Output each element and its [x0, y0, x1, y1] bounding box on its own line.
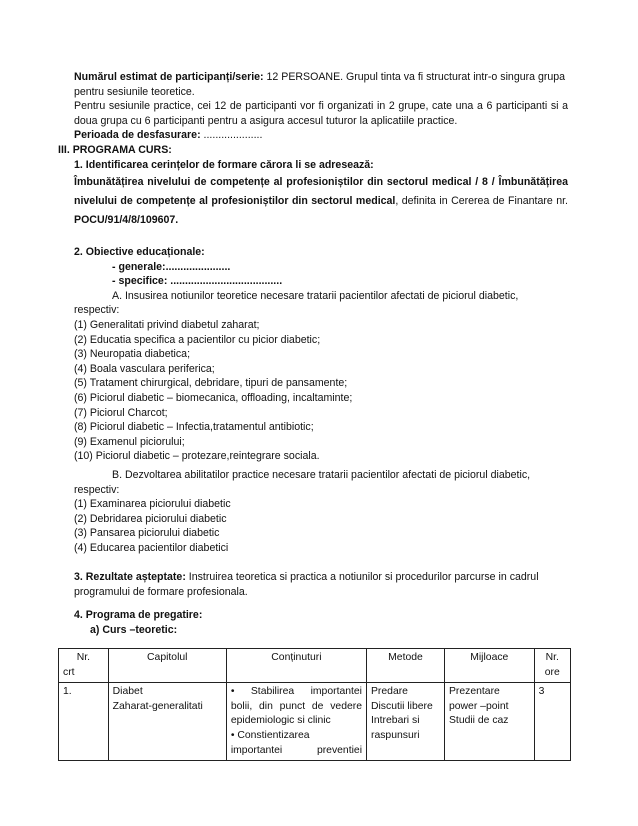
- course-table: [58, 648, 571, 761]
- participants-text: 12 PERSOANE. Grupul tinta va fi structurat intr-o singura grupa: [266, 71, 566, 83]
- list-item: (3) Neuropatia diabetica;: [74, 348, 191, 361]
- period-label: Perioada de desfasurare:: [74, 129, 201, 142]
- objectives-specific: - specifice: ......................................: [112, 275, 283, 288]
- table-header-row: [59, 649, 571, 683]
- objectives-b-intro: B. Dezvoltarea abilitatilor practice necesare tratarii pacientilor afectati de piciorul diabetic,: [112, 469, 531, 481]
- objectives-b-section: [74, 468, 568, 556]
- participants-section: [74, 70, 568, 143]
- list-item: (4) Educarea pacientilor diabetici: [74, 541, 229, 554]
- requirements-line-1: Îmbunătățirea nivelului de competențe al profesioniștilor din sectorul medical / 8 / Îmbunătățirea: [74, 176, 568, 188]
- requirements-body: [74, 173, 568, 230]
- cell-text: epidemiologic si clinic: [230, 715, 331, 727]
- header-text: Nr.: [545, 652, 559, 663]
- list-item: (1) Generalitati privind diabetul zaharat;: [74, 318, 260, 331]
- cell-text: Diabet: [112, 686, 143, 698]
- list-item: (3) Pansarea piciorului diabetic: [74, 527, 220, 540]
- requirements-line-3: POCU/91/4/8/109607.: [74, 214, 179, 226]
- cell-text: Zaharat-generalitati: [112, 700, 203, 712]
- list-item: (9) Examenul piciorului;: [74, 435, 185, 448]
- requirements-line-2-rest: , definita in Cererea de Finantare nr.: [395, 195, 568, 207]
- list-item: (4) Boala vasculara periferica;: [74, 362, 215, 375]
- list-item: (2) Educatia specifica a pacientilor cu picior diabetic;: [74, 333, 321, 346]
- header-text: crt: [63, 666, 75, 678]
- participants-text-2: pentru sesiunile teoretice.: [74, 85, 195, 98]
- header-text: ore: [544, 666, 560, 678]
- cell-text: power –point: [449, 700, 509, 712]
- objectives-b-respectiv: respectiv:: [74, 483, 120, 496]
- header-hours: [534, 649, 570, 683]
- cell-text: bolii, din punct de vedere: [230, 700, 362, 712]
- cell-content: [226, 683, 366, 761]
- cell-methods: [367, 683, 445, 761]
- period-value: ....................: [203, 129, 263, 142]
- header-text: Nr.: [76, 652, 90, 663]
- cell-text: Discutii libere: [371, 700, 433, 712]
- list-item: (2) Debridarea piciorului diabetic: [74, 512, 227, 525]
- program-section: [58, 143, 568, 158]
- cell-text: Prezentare: [449, 686, 500, 698]
- cell-text: • Constientizarea: [230, 729, 310, 741]
- list-item: (6) Piciorul diabetic – biomecanica, offloading, incaltaminte;: [74, 391, 353, 404]
- cell-text: Studii de caz: [449, 715, 509, 727]
- requirements-section: [74, 158, 568, 173]
- header-means: Mijloace: [445, 649, 535, 683]
- participants-text-3: Pentru sesiunile practice, cei 12 de participanti vor fi organizati in 2 grupe, cate una a 6 participanti si a: [74, 100, 568, 113]
- cell-means: [445, 683, 535, 761]
- cell-nr: 1.: [59, 683, 109, 761]
- objectives-a-intro: A. Insusirea notiunilor teoretice necesare tratarii pacientilor afectati de piciorul diabetic,: [112, 289, 519, 302]
- results-text-2: programului de formare profesionala.: [74, 585, 248, 598]
- table-row: [59, 683, 571, 761]
- training-section: [74, 608, 568, 637]
- objectives-section: [74, 245, 568, 464]
- cell-chapter: [108, 683, 226, 761]
- objectives-heading: 2. Obiective educaționale:: [74, 246, 205, 258]
- header-chapter: Capitolul: [108, 649, 226, 683]
- header-nr-crt: [59, 649, 109, 683]
- header-content: Conținuturi: [226, 649, 366, 683]
- cell-hours: 3: [534, 683, 570, 761]
- list-item: (1) Examinarea piciorului diabetic: [74, 498, 231, 511]
- participants-text-4: doua grupa cu 6 participanti pentru a asigura accesul tuturor la aplicatiile practice.: [74, 114, 458, 127]
- objectives-general: - generale:......................: [112, 260, 231, 273]
- results-section: [74, 570, 568, 599]
- list-item: (7) Piciorul Charcot;: [74, 406, 168, 419]
- training-subheading: a) Curs –teoretic:: [90, 623, 178, 636]
- cell-text: raspunsuri: [371, 729, 420, 741]
- cell-text: Intrebari si: [371, 715, 420, 727]
- header-methods: Metode: [367, 649, 445, 683]
- objectives-a-respectiv: respectiv:: [74, 304, 120, 317]
- results-label: 3. Rezultate așteptate:: [74, 571, 186, 583]
- requirements-heading: 1. Identificarea cerințelor de formare cărora li se adresează:: [74, 159, 374, 171]
- results-text: Instruirea teoretica si practica a notiunilor si procedurilor parcurse in cadrul: [185, 571, 539, 583]
- cell-text: Predare: [371, 686, 408, 698]
- cell-text: • Stabilirea importantei: [230, 686, 362, 698]
- cell-text: importantei preventiei: [230, 744, 362, 756]
- training-heading: 4. Programa de pregatire:: [74, 609, 203, 621]
- list-item: (5) Tratament chirurgical, debridare, tipuri de pansamente;: [74, 377, 348, 390]
- requirements-line-2-bold: nivelului de competențe al profesioniștilor din sectorul medical: [74, 195, 396, 207]
- participants-label: Numărul estimat de participanți/serie:: [74, 71, 264, 83]
- list-item: (8) Piciorul diabetic – Infectia,tratamentul antibiotic;: [74, 421, 314, 434]
- program-heading: III. PROGRAMA CURS:: [58, 144, 172, 156]
- list-item: (10) Piciorul diabetic – protezare,reintegrare sociala.: [74, 450, 320, 463]
